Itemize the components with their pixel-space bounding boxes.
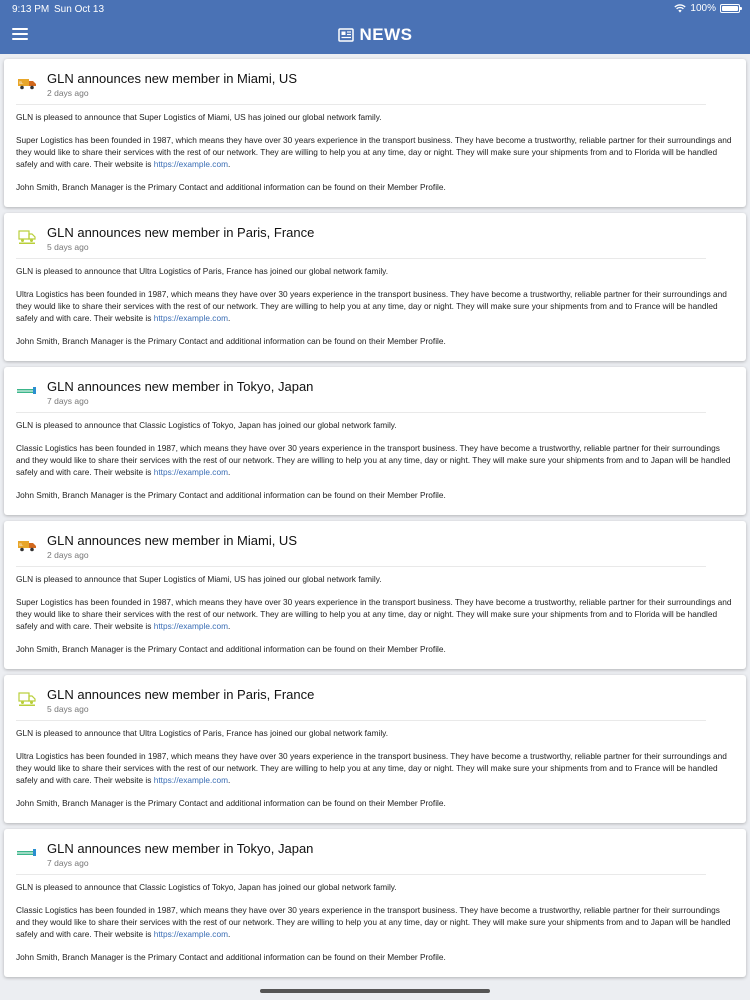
article-paragraph: GLN is pleased to announce that Ultra Logistics of Paris, France has joined our global network family.	[16, 728, 389, 738]
article-paragraph: Super Logistics has been founded in 1987, which means they have over 30 years experience in the transport business. They have become a trustworthy, reliable partner for their surroundings and they would like to share their services with the rest of our network. They are willing to help you at any time, day or night. They will make sure your shipments from and to Florida will be handled safely and with care. Their website is https://example.com.	[16, 597, 732, 631]
svg-text:SL: SL	[19, 543, 24, 547]
divider	[16, 874, 706, 875]
news-card[interactable]	[4, 675, 746, 823]
article-body	[16, 573, 736, 666]
article-paragraph: Classic Logistics has been founded in 1987, which means they have over 30 years experience in the transport business. They have become a trustworthy, reliable partner for their surroundings and they would like to share their services with the rest of our network. They are willing to help you at any time, day or night. They will make sure your shipments from and to Japan will be handled safely and with care. Their website is https://example.com.	[16, 443, 731, 477]
divider	[16, 720, 706, 721]
article-title[interactable]: GLN announces new member in Tokyo, Japan	[47, 841, 314, 856]
article-paragraph: John Smith, Branch Manager is the Primary Contact and additional information can be found on their Member Profile.	[16, 952, 446, 962]
article-timestamp: 5 days ago	[47, 704, 89, 714]
website-link[interactable]: https://example.com	[153, 775, 228, 785]
article-timestamp: 2 days ago	[47, 550, 89, 560]
article-title[interactable]: GLN announces new member in Paris, France	[47, 687, 315, 702]
article-timestamp: 2 days ago	[47, 88, 89, 98]
news-card[interactable]	[4, 59, 746, 207]
website-link[interactable]: https://example.com	[153, 621, 228, 631]
website-link[interactable]: https://example.com	[153, 313, 228, 323]
article-body	[16, 265, 736, 358]
article-paragraph: Ultra Logistics has been founded in 1987, which means they have over 30 years experience in the transport business. They have become a trustworthy, reliable partner for their surroundings and they would like to share their services with the rest of our network. They are willing to help you at any time, day or night. They will make sure your shipments from and to France will be handled safely and with care. Their website is https://example.com.	[16, 289, 727, 323]
news-feed[interactable]	[0, 54, 750, 1000]
article-body	[16, 881, 736, 974]
article-title[interactable]: GLN announces new member in Miami, US	[47, 533, 297, 548]
status-date: Sun Oct 13	[54, 4, 105, 15]
status-right	[674, 3, 740, 14]
article-paragraph: GLN is pleased to announce that Super Logistics of Miami, US has joined our global network family.	[16, 574, 382, 584]
classic-logo-icon	[16, 383, 38, 399]
article-timestamp: 7 days ago	[47, 858, 89, 868]
article-body	[16, 727, 736, 820]
page-title-text: NEWS	[359, 25, 413, 44]
navigation-bar	[0, 18, 750, 54]
newspaper-icon	[338, 28, 354, 42]
article-body	[16, 111, 736, 204]
article-paragraph: Ultra Logistics has been founded in 1987, which means they have over 30 years experience in the transport business. They have become a trustworthy, reliable partner for their surroundings and they would like to share their services with the rest of our network. They are willing to help you at any time, day or night. They will make sure your shipments from and to France will be handled safely and with care. Their website is https://example.com.	[16, 751, 727, 785]
status-bar	[0, 0, 750, 18]
website-link[interactable]: https://example.com	[153, 929, 228, 939]
divider	[16, 258, 706, 259]
page-title	[0, 25, 750, 45]
news-card[interactable]	[4, 829, 746, 977]
article-paragraph: John Smith, Branch Manager is the Primary Contact and additional information can be found on their Member Profile.	[16, 798, 446, 808]
box-truck-logo-icon	[16, 229, 38, 245]
article-body	[16, 419, 736, 512]
wifi-icon	[674, 4, 686, 13]
article-paragraph: GLN is pleased to announce that Super Logistics of Miami, US has joined our global network family.	[16, 112, 382, 122]
divider	[16, 412, 706, 413]
classic-logo-icon	[16, 845, 38, 861]
status-time: 9:13 PM	[12, 4, 50, 15]
article-title[interactable]: GLN announces new member in Miami, US	[47, 71, 297, 86]
truck-logo-icon	[16, 75, 38, 91]
article-paragraph: John Smith, Branch Manager is the Primary Contact and additional information can be found on their Member Profile.	[16, 644, 446, 654]
article-paragraph: Classic Logistics has been founded in 1987, which means they have over 30 years experience in the transport business. They have become a trustworthy, reliable partner for their surroundings and they would like to share their services with the rest of our network. They are willing to help you at any time, day or night. They will make sure your shipments from and to Japan will be handled safely and with care. Their website is https://example.com.	[16, 905, 731, 939]
article-timestamp: 7 days ago	[47, 396, 89, 406]
article-paragraph: John Smith, Branch Manager is the Primary Contact and additional information can be found on their Member Profile.	[16, 182, 446, 192]
article-title[interactable]: GLN announces new member in Tokyo, Japan	[47, 379, 314, 394]
website-link[interactable]: https://example.com	[153, 467, 228, 477]
news-card[interactable]	[4, 213, 746, 361]
battery-fill	[722, 6, 738, 11]
divider	[16, 104, 706, 105]
box-truck-logo-icon	[16, 691, 38, 707]
website-link[interactable]: https://example.com	[153, 159, 228, 169]
home-indicator[interactable]	[260, 989, 490, 993]
divider	[16, 566, 706, 567]
article-paragraph: GLN is pleased to announce that Classic Logistics of Tokyo, Japan has joined our global network family.	[16, 882, 397, 892]
truck-logo-icon	[16, 537, 38, 553]
battery-icon	[720, 4, 740, 13]
news-card[interactable]	[4, 367, 746, 515]
article-paragraph: Super Logistics has been founded in 1987, which means they have over 30 years experience in the transport business. They have become a trustworthy, reliable partner for their surroundings and they would like to share their services with the rest of our network. They are willing to help you at any time, day or night. They will make sure your shipments from and to Florida will be handled safely and with care. Their website is https://example.com.	[16, 135, 732, 169]
article-paragraph: GLN is pleased to announce that Ultra Logistics of Paris, France has joined our global network family.	[16, 266, 389, 276]
article-timestamp: 5 days ago	[47, 242, 89, 252]
article-paragraph: John Smith, Branch Manager is the Primary Contact and additional information can be found on their Member Profile.	[16, 336, 446, 346]
battery-percent: 100%	[690, 3, 716, 14]
article-paragraph: GLN is pleased to announce that Classic Logistics of Tokyo, Japan has joined our global network family.	[16, 420, 397, 430]
svg-text:SL: SL	[19, 81, 24, 85]
article-paragraph: John Smith, Branch Manager is the Primary Contact and additional information can be found on their Member Profile.	[16, 490, 446, 500]
news-card[interactable]	[4, 521, 746, 669]
article-title[interactable]: GLN announces new member in Paris, France	[47, 225, 315, 240]
